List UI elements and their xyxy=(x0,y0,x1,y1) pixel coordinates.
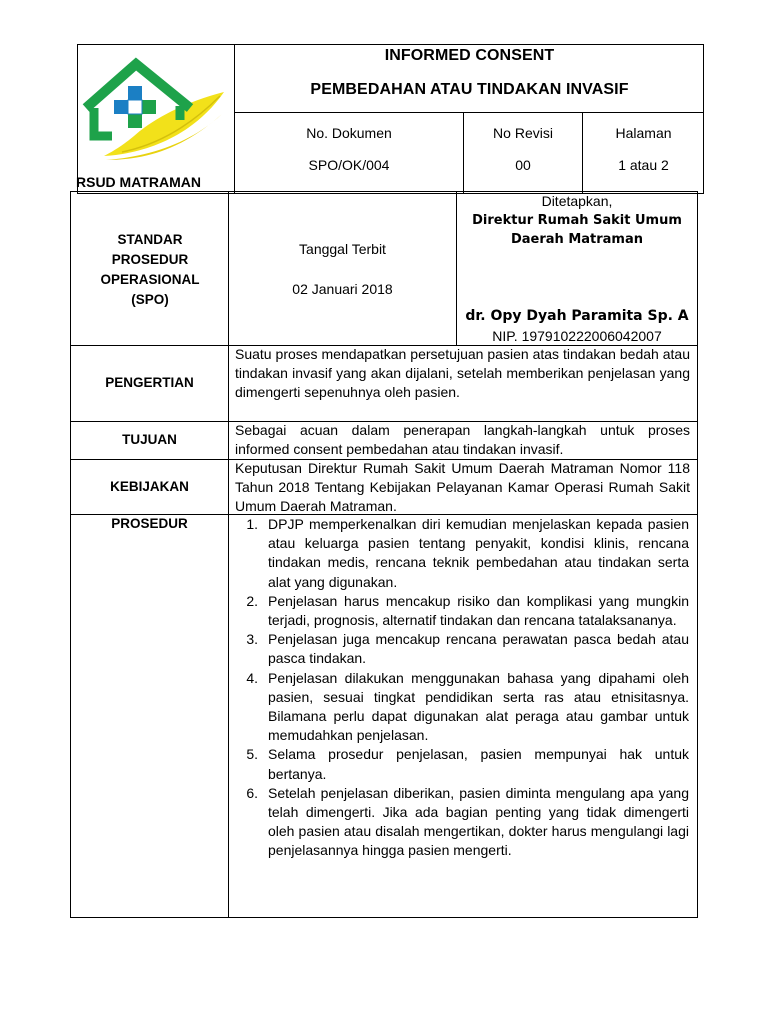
list-item-text: Setelah penjelasan diberikan, pasien diminta mengulang apa yang telah dimengerti. Jika ada bagian penting yang tidak dimengerti oleh pasien atau disalah mengertikan, dokter harus mengulangi lagi penjelasannya hingga pasien mengerti. xyxy=(268,784,689,859)
document-title: INFORMED CONSENT xyxy=(384,47,555,64)
hospital-logo xyxy=(82,56,232,168)
list-item xyxy=(236,592,689,630)
list-item-number: 4. xyxy=(246,669,258,686)
list-item-number: 6. xyxy=(246,784,258,801)
prosedur-label: PROSEDUR xyxy=(111,516,188,531)
list-item-number: 1. xyxy=(246,516,258,532)
doc-number-label: No. Dokumen xyxy=(306,125,392,141)
list-item xyxy=(236,630,689,668)
revision-label: No Revisi xyxy=(493,125,553,141)
doc-number-value: SPO/OK/004 xyxy=(308,157,390,173)
prosedur-list xyxy=(236,515,689,861)
header-divider-horizontal xyxy=(234,112,704,113)
tujuan-text: Sebagai acuan dalam penerapan langkah-langkah untuk proses informed consent pembedahan atau tindakan invasif. xyxy=(235,422,690,457)
body-label-column-divider xyxy=(228,191,229,918)
pengertian-text: Suatu proses mendapatkan persetujuan pasien atas tindakan bedah atau tindakan invasif yang akan dijalani, setelah memberikan penjelasan yang dimengerti sepenuhnya oleh pasien. xyxy=(235,346,690,400)
tujuan-label: TUJUAN xyxy=(122,432,177,447)
list-item xyxy=(236,784,689,861)
list-item xyxy=(236,515,689,592)
spo-label: STANDAR PROSEDUR OPERASIONAL (SPO) xyxy=(100,232,200,307)
list-item-text: Penjelasan juga mencakup rencana perawatan pasca bedah atau pasca tindakan. xyxy=(268,631,689,667)
list-item-number: 3. xyxy=(246,631,258,648)
list-item-text: Penjelasan harus mencakup risiko dan komplikasi yang mungkin terjadi, prognosis, alternatif tindakan dan rencana tatalaksananya. xyxy=(268,592,689,629)
director-title: Direktur Rumah Sakit Umum Daerah Matraman xyxy=(472,213,682,247)
list-item xyxy=(236,745,689,783)
page-label: Halaman xyxy=(615,125,672,141)
page-value: 1 atau 2 xyxy=(618,157,669,173)
director-nip: NIP. 197910222006042007 xyxy=(492,328,662,344)
established-label: Ditetapkan, xyxy=(541,193,613,209)
pengertian-label: PENGERTIAN xyxy=(105,375,194,390)
issue-date-value: 02 Januari 2018 xyxy=(292,281,393,297)
list-item-number: 5. xyxy=(246,746,258,763)
list-item-number: 2. xyxy=(246,592,258,609)
list-item-text: Selama prosedur penjelasan, pasien mempunyai hak untuk bertanya. xyxy=(268,746,689,782)
list-item-text: Penjelasan dilakukan menggunakan bahasa yang dipahami oleh pasien, sesuai tingkat pendidikan serta ras atau etnisitasnya. Bilamana perlu dapat digunakan alat peraga atau gambar untuk memudahkan penjelasan. xyxy=(268,669,689,744)
issue-date-label: Tanggal Terbit xyxy=(299,241,386,257)
kebijakan-label: KEBIJAKAN xyxy=(110,479,189,494)
kebijakan-text: Keputusan Direktur Rumah Sakit Umum Daerah Matraman Nomor 118 Tahun 2018 Tentang Kebijakan Pelayanan Kamar Operasi Rumah Sakit Umum Daerah Matraman. xyxy=(235,460,690,514)
document-subtitle: PEMBEDAHAN ATAU TINDAKAN INVASIF xyxy=(310,81,629,98)
list-item xyxy=(236,669,689,746)
org-name: RSUD MATRAMAN xyxy=(76,174,201,190)
list-item-text: DPJP memperkenalkan diri kemudian menjelaskan kepada pasien atau keluarga pasien tentang penyakit, kondisi klinis, rencana tindakan medis, rencana teknik pembedahan atau tindakan serta alat yang digunakan. xyxy=(268,516,689,590)
hospital-logo-icon xyxy=(82,56,232,168)
revision-value: 00 xyxy=(515,157,531,173)
director-name: dr. Opy Dyah Paramita Sp. A xyxy=(465,308,689,324)
